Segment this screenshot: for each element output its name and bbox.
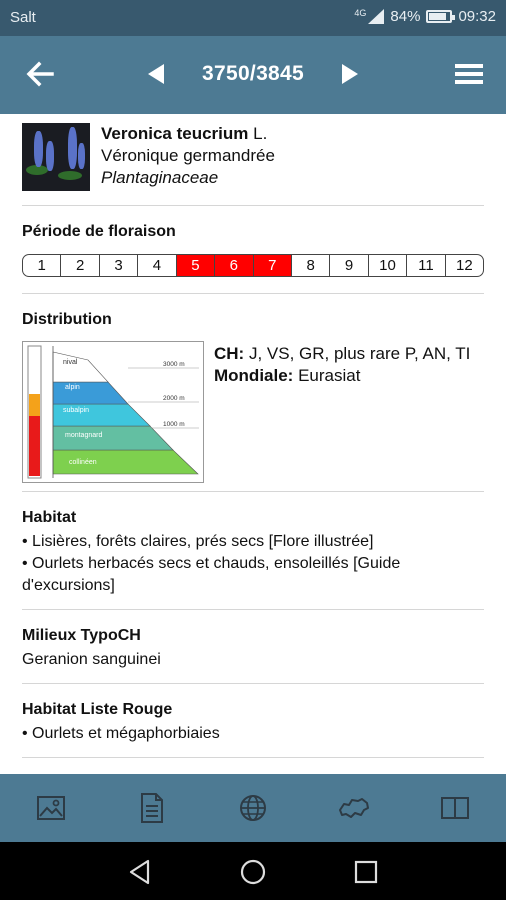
flower-spike (68, 127, 77, 169)
bottom-navigation (0, 774, 506, 842)
level-montagnard: montagnard (65, 432, 103, 439)
altitude-level-diagram (22, 341, 204, 483)
status-icons (354, 8, 496, 25)
habitat-label: Habitat (22, 509, 77, 526)
month-cell: 3 (100, 255, 138, 276)
common-name: Véronique germandrée (101, 146, 275, 165)
month-cell: 11 (407, 255, 445, 276)
red-list-habitat-label: Habitat Liste Rouge (22, 701, 173, 718)
distribution-world (214, 365, 470, 387)
network-type: 4G (354, 7, 367, 18)
system-recents-icon[interactable] (352, 858, 380, 886)
ch-label: CH: (214, 344, 245, 363)
distribution-text (214, 341, 470, 483)
next-triangle-icon[interactable] (338, 62, 360, 86)
habitat-list (22, 531, 484, 597)
carrier-name: Salt (10, 9, 36, 26)
scientific-name-line (101, 123, 275, 145)
month-cell: 10 (369, 255, 407, 276)
month-cell: 8 (292, 255, 330, 276)
previous-triangle-icon[interactable] (146, 62, 168, 86)
hamburger-menu-icon[interactable] (454, 62, 484, 86)
typoch-value: Geranion sanguinei (22, 651, 161, 668)
red-list-habitat-value: • Ourlets et mégaphorbiaies (22, 725, 220, 742)
image-icon[interactable] (28, 785, 74, 831)
clock: 09:32 (458, 8, 496, 25)
month-cell: 6 (215, 255, 253, 276)
level-collineen: collinéen (69, 459, 97, 466)
red-list-habitat-section (22, 684, 484, 758)
open-book-icon[interactable] (432, 785, 478, 831)
level-alpin: alpin (65, 384, 80, 391)
typoch-section (22, 610, 484, 684)
app-bar (0, 36, 506, 114)
distribution-section (22, 294, 484, 492)
altitude-3000: 3000 m (163, 361, 185, 368)
flower-spike (34, 131, 43, 167)
species-names (101, 123, 275, 205)
bloom-months (22, 254, 484, 277)
world-value: Eurasiat (298, 366, 361, 385)
family-name: Plantaginaceae (101, 168, 219, 187)
habitat-item: • Lisières, forêts claires, prés secs [Flore illustrée] (22, 533, 374, 550)
month-cell: 9 (330, 255, 368, 276)
scientific-name: Veronica teucrium (101, 124, 249, 143)
record-counter: 3750/3845 (202, 62, 304, 85)
month-cell: 1 (23, 255, 61, 276)
species-header (22, 114, 484, 206)
level-subalpin: subalpin (63, 407, 90, 414)
system-back-icon[interactable] (126, 858, 154, 886)
altitude-2000: 2000 m (163, 395, 185, 402)
level-nival: nival (63, 359, 78, 366)
back-arrow-icon[interactable] (22, 56, 58, 92)
habitat-item: • Ourlets herbacés secs et chauds, ensoleillés [Guide d'excursions] (22, 555, 401, 594)
world-label: Mondiale: (214, 366, 294, 385)
leaf-shape (58, 171, 82, 180)
month-cell: 5 (177, 255, 215, 276)
switzerland-map-icon[interactable] (331, 785, 377, 831)
system-navigation-bar (0, 842, 506, 900)
month-cell: 2 (61, 255, 99, 276)
month-cell: 4 (138, 255, 176, 276)
ch-value: J, VS, GR, plus rare P, AN, TI (248, 344, 471, 363)
battery-icon (426, 10, 452, 23)
distribution-label: Distribution (22, 311, 112, 328)
battery-percent: 84% (390, 8, 421, 25)
bloom-label: Période de floraison (22, 223, 176, 240)
globe-icon[interactable] (230, 785, 276, 831)
distribution-ch (214, 343, 470, 365)
altitude-1000: 1000 m (163, 421, 185, 428)
system-home-icon[interactable] (239, 858, 267, 886)
document-icon[interactable] (129, 785, 175, 831)
status-bar (0, 0, 506, 36)
bloom-section (22, 206, 484, 294)
species-photo[interactable] (22, 123, 90, 191)
habitat-section (22, 492, 484, 610)
species-detail[interactable] (0, 114, 506, 774)
month-cell: 7 (254, 255, 292, 276)
signal-icon (368, 9, 384, 24)
author: L. (253, 124, 268, 143)
typoch-label: Milieux TypoCH (22, 627, 141, 644)
month-cell: 12 (456, 257, 473, 274)
flower-spike (46, 141, 54, 171)
flower-spike (78, 143, 85, 169)
